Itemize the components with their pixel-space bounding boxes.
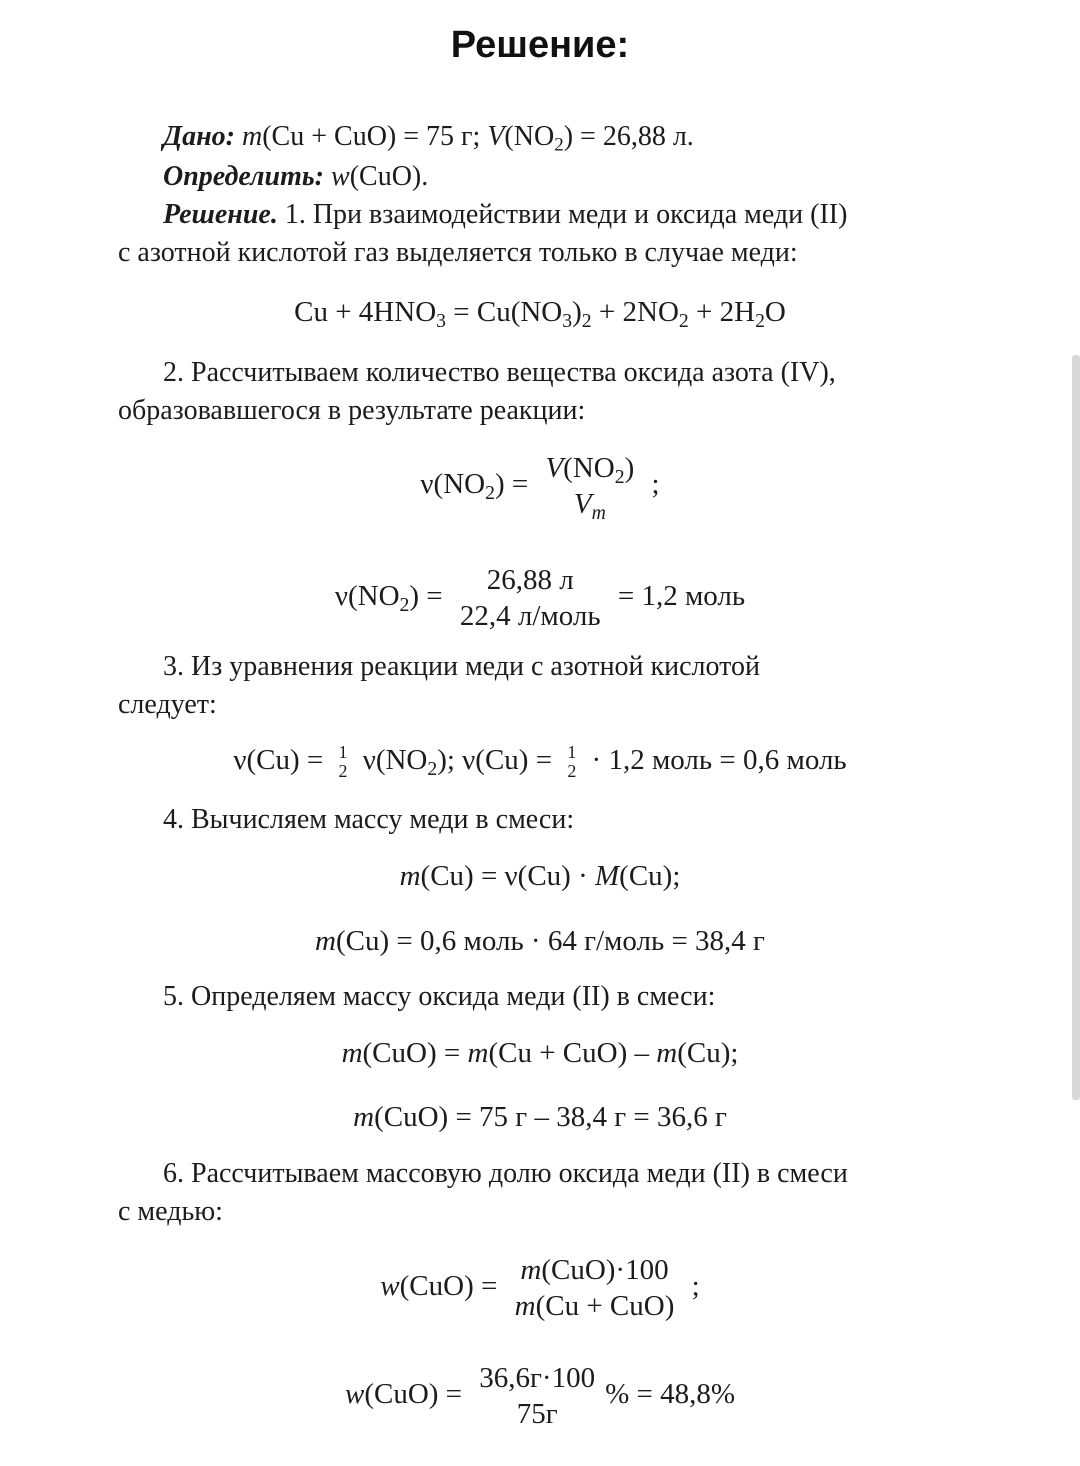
reaction-part: O bbox=[764, 296, 786, 328]
eq-part: (Cu); bbox=[619, 860, 681, 892]
fraction-denominator: 2 bbox=[338, 761, 348, 782]
eq-part: (Cu) = ν(Cu) · bbox=[420, 860, 595, 892]
eq-part: (CuO)·100 bbox=[541, 1254, 669, 1286]
fraction-denominator: 2 bbox=[567, 761, 577, 782]
eq-part: ; bbox=[644, 467, 660, 500]
eq-var: V bbox=[573, 488, 592, 521]
eq-var: w bbox=[380, 1269, 400, 1302]
eq-part: ) bbox=[624, 452, 635, 484]
fraction-denominator bbox=[570, 486, 610, 525]
determine-line bbox=[163, 160, 1015, 194]
eq-sub: 2 bbox=[427, 757, 438, 780]
eq-part: % = 48,8% bbox=[605, 1377, 736, 1410]
eq-var: m bbox=[467, 1037, 489, 1069]
eq-part: (Cu + CuO) – bbox=[488, 1037, 657, 1069]
eq-sub: m bbox=[591, 502, 606, 525]
reaction-sub: 3 bbox=[562, 309, 573, 332]
equation-mass-cuo-value bbox=[0, 1098, 1080, 1136]
fraction-denominator bbox=[511, 1288, 679, 1324]
eq-part: (CuO) = bbox=[364, 1377, 470, 1410]
determine-text: (CuO). bbox=[349, 161, 429, 192]
step3-line1: 3. Из уравнения реакции меди с азотной кислотой bbox=[163, 651, 761, 682]
eq-var: m bbox=[399, 860, 421, 892]
eq-part: (Cu); bbox=[677, 1037, 739, 1069]
reaction-sub: 2 bbox=[755, 309, 765, 332]
given-volume-end: ) = 26,88 л. bbox=[563, 121, 694, 152]
eq-var: M bbox=[595, 860, 620, 892]
reaction-part: Cu + 4HNO bbox=[294, 296, 437, 328]
eq-part: ν(NO bbox=[355, 744, 428, 776]
fraction-mass-ratio bbox=[511, 1252, 679, 1325]
given-volume-sub: 2 bbox=[554, 134, 564, 156]
eq-part: (CuO) = 75 г – 38,4 г = 36,6 г bbox=[374, 1101, 727, 1133]
given-mass-text: (Cu + CuO) = 75 г; bbox=[262, 121, 488, 152]
solution-label: Решение. bbox=[163, 199, 278, 230]
eq-part: ν(NO bbox=[420, 467, 486, 500]
step1-line1 bbox=[163, 198, 1015, 232]
equation-nu-cu bbox=[0, 741, 1080, 781]
eq-part: · 1,2 моль = 0,6 моль bbox=[584, 744, 847, 776]
fraction-denominator: 22,4 л/моль bbox=[459, 600, 601, 633]
eq-var: m bbox=[520, 1254, 542, 1286]
fraction-percent bbox=[475, 1360, 599, 1433]
eq-part: (Cu + CuO) bbox=[535, 1290, 675, 1323]
eq-var: w bbox=[344, 1377, 365, 1410]
given-line bbox=[163, 120, 1015, 154]
step6-line1: 6. Рассчитываем массовую долю оксида меди (II) в смеси bbox=[163, 1158, 848, 1189]
reaction-sub: 3 bbox=[436, 309, 446, 332]
fraction-half bbox=[336, 743, 349, 781]
determine-label: Определить: bbox=[163, 161, 324, 192]
eq-var: m bbox=[353, 1101, 375, 1133]
reaction-part: + 2H bbox=[688, 296, 756, 328]
reaction-part: = Cu(NO bbox=[446, 296, 563, 328]
equation-fraction-value bbox=[0, 1360, 1080, 1433]
eq-part: ) = bbox=[409, 579, 450, 612]
reaction-sub: 2 bbox=[678, 309, 689, 332]
eq-part: (Cu) = 0,6 моль · 64 г/моль = 38,4 г bbox=[335, 925, 765, 957]
given-v: V bbox=[487, 121, 505, 152]
reaction-equation bbox=[0, 293, 1080, 331]
eq-sub: 2 bbox=[399, 593, 410, 616]
eq-part: (NO bbox=[563, 452, 615, 484]
fraction-volume bbox=[456, 562, 605, 635]
step1-line2: с азотной кислотой газ выделяется только в случае меди: bbox=[118, 237, 798, 268]
equation-mass-cuo-formula bbox=[0, 1034, 1080, 1072]
eq-sub: 2 bbox=[485, 481, 495, 504]
fraction-numerator: 26,88 л bbox=[486, 564, 574, 596]
fraction-numerator: 1 bbox=[338, 742, 348, 763]
step2-line2: образовавшегося в результате реакции: bbox=[118, 395, 586, 426]
equation-mass-cu-formula bbox=[0, 857, 1080, 895]
fraction-half bbox=[565, 743, 578, 781]
eq-part: (CuO) = bbox=[362, 1037, 468, 1069]
equation-mass-cu-value bbox=[0, 922, 1080, 960]
given-volume-text: (NO bbox=[504, 121, 555, 152]
eq-part: ) = bbox=[494, 467, 536, 500]
eq-var: m bbox=[315, 925, 336, 957]
step2-line1: 2. Рассчитываем количество вещества оксида азота (IV), bbox=[163, 357, 836, 388]
equation-fraction-formula bbox=[0, 1252, 1080, 1325]
step6-line2: с медью: bbox=[118, 1196, 223, 1227]
step3-line2: следует: bbox=[118, 689, 217, 720]
eq-var: m bbox=[514, 1290, 536, 1323]
page-title: Решение: bbox=[450, 24, 630, 66]
eq-var: m bbox=[341, 1037, 363, 1069]
step5-line1: 5. Определяем массу оксида меди (II) в смеси: bbox=[163, 981, 716, 1012]
eq-part: ); ν(Cu) = bbox=[437, 744, 560, 776]
given-label: Дано: bbox=[163, 121, 235, 152]
fraction-numerator: 36,6г·100 bbox=[479, 1362, 596, 1394]
eq-sub: 2 bbox=[614, 465, 625, 488]
eq-part: (CuO) = bbox=[399, 1269, 505, 1302]
reaction-part: ) bbox=[572, 296, 582, 328]
eq-part: = 1,2 моль bbox=[610, 579, 746, 612]
equation-nu-formula bbox=[0, 450, 1080, 523]
given-m: m bbox=[242, 121, 263, 152]
fraction-denominator: 75г bbox=[516, 1398, 558, 1431]
fraction-numerator bbox=[541, 450, 638, 486]
reaction-sub: 2 bbox=[581, 309, 592, 332]
reaction-part: + 2NO bbox=[591, 296, 679, 328]
eq-var: m bbox=[656, 1037, 678, 1069]
eq-part: ν(NO bbox=[334, 579, 400, 612]
eq-var: V bbox=[545, 452, 564, 484]
fraction-v-over-vm bbox=[541, 450, 638, 523]
equation-nu-value bbox=[0, 562, 1080, 635]
eq-part: ; bbox=[684, 1269, 700, 1302]
step1-text: 1. При взаимодействии меди и оксида меди (II) bbox=[277, 199, 848, 230]
fraction-numerator bbox=[516, 1252, 672, 1288]
fraction-numerator: 1 bbox=[567, 742, 577, 763]
determine-w: w bbox=[331, 161, 350, 192]
step4-line1: 4. Вычисляем массу меди в смеси: bbox=[163, 804, 575, 835]
eq-part: ν(Cu) = bbox=[233, 744, 331, 776]
